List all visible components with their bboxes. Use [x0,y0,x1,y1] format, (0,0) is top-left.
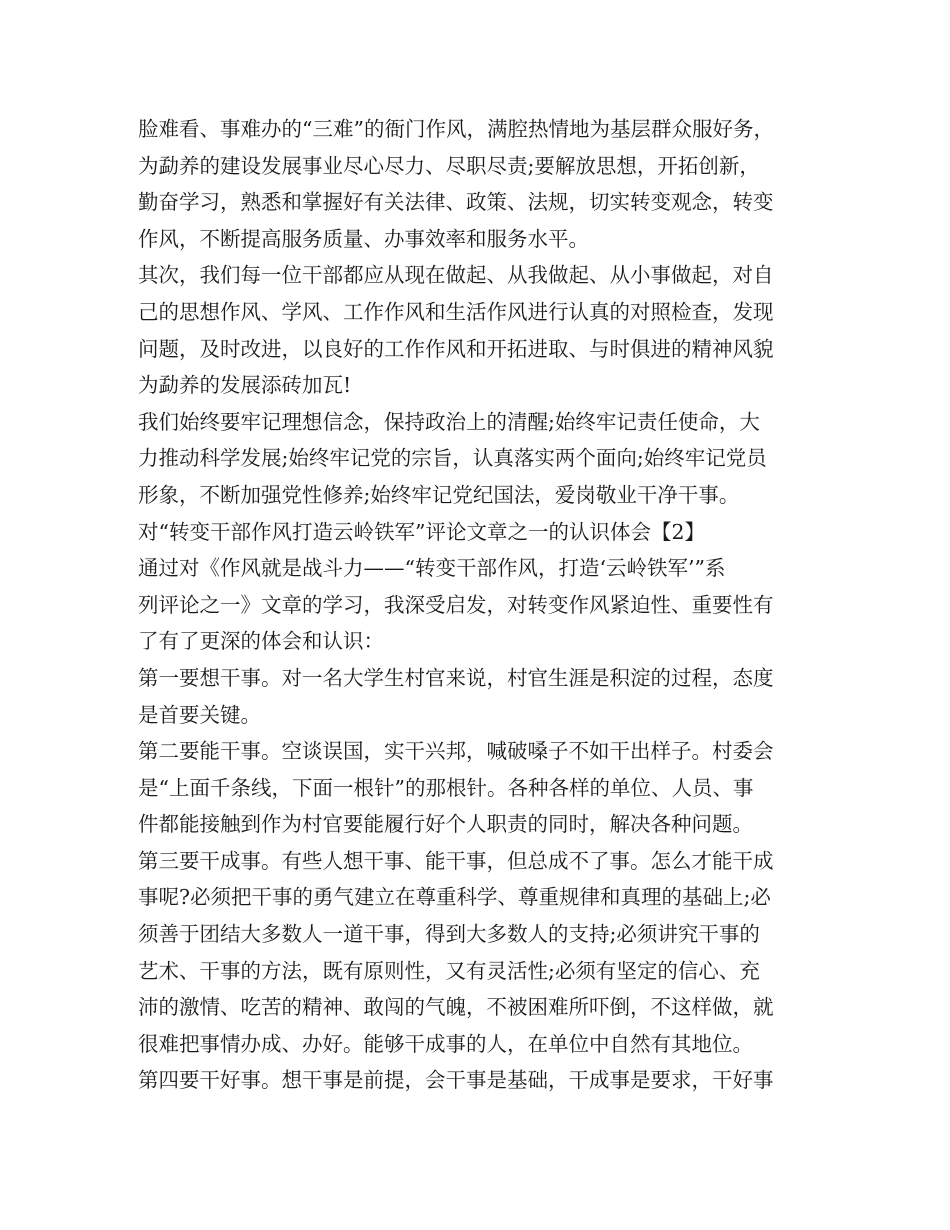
text-line: 第二要能干事。空谈误国，实干兴邦，喊破嗓子不如干出样子。村委会 [138,739,774,764]
text-line: 己的思想作风、学风、工作作风和生活作风进行认真的对照检查，发现 [138,299,774,324]
text-line: 通过对《作风就是战斗力——“转变干部作风，打造‘云岭铁军’”系 [138,556,726,581]
text-line: 第四要干好事。想干事是前提，会干事是基础，干成事是要求，干好事 [138,1068,774,1093]
text-line: 为勐养的建设发展事业尽心尽力、尽职尽责;要解放思想，开拓创新， [138,153,760,178]
text-line: 脸难看、事难办的“三难”的衙门作风，满腔热情地为基层群众服好务， [138,117,774,141]
text-line: 很难把事情办成、办好。能够干成事的人，在单位中自然有其地位。 [138,1031,753,1056]
text-line: 是“上面千条线，下面一根针”的那根针。各种各样的单位、人员、事 [138,775,754,800]
text-line: 形象，不断加强党性修养;始终牢记党纪国法，爱岗敬业干净干事。 [138,482,740,507]
text-line: 艺术、干事的方法，既有原则性，又有灵活性;必须有坚定的信心、充 [138,958,760,983]
text-line: 为勐养的发展添砖加瓦! [138,373,352,398]
text-line: 作风，不断提高服务质量、办事效率和服务水平。 [138,226,589,251]
text-line: 沛的激情、吃苦的精神、敢闯的气魄，不被困难所吓倒，不这样做，就 [138,995,774,1020]
section-heading: 对“转变干部作风打造云岭铁军”评论文章之一的认识体会【2】 [138,519,706,544]
text-line: 我们始终要牢记理想信念，保持政治上的清醒;始终牢记责任使命，大 [138,409,760,434]
text-line: 勤奋学习，熟悉和掌握好有关法律、政策、法规，切实转变观念，转变 [138,190,774,215]
document-body [138,111,828,1099]
text-line: 第一要想干事。对一名大学生村官来说，村官生涯是积淀的过程，态度 [138,665,774,690]
text-line: 第三要干成事。有些人想干事、能干事，但总成不了事。怎么才能干成 [138,848,774,873]
text-line: 事呢?必须把干事的勇气建立在尊重科学、尊重规律和真理的基础上;必 [138,885,771,910]
text-line: 问题，及时改进，以良好的工作作风和开拓进取、与时俱进的精神风貌 [138,336,774,361]
text-line: 件都能接触到作为村官要能履行好个人职责的同时，解决各种问题。 [138,812,753,837]
text-line: 是首要关键。 [138,702,261,727]
text-line: 须善于团结大多数人一道干事，得到大多数人的支持;必须讲究干事的 [138,922,760,947]
text-line: 了有了更深的体会和认识： [138,629,384,654]
text-line: 力推动科学发展;始终牢记党的宗旨，认真落实两个面向;始终牢记党员 [138,446,767,471]
text-line: 其次，我们每一位干部都应从现在做起、从我做起、从小事做起，对自 [138,263,774,288]
text-line: 列评论之一》文章的学习，我深受启发，对转变作风紧迫性、重要性有 [138,592,774,617]
